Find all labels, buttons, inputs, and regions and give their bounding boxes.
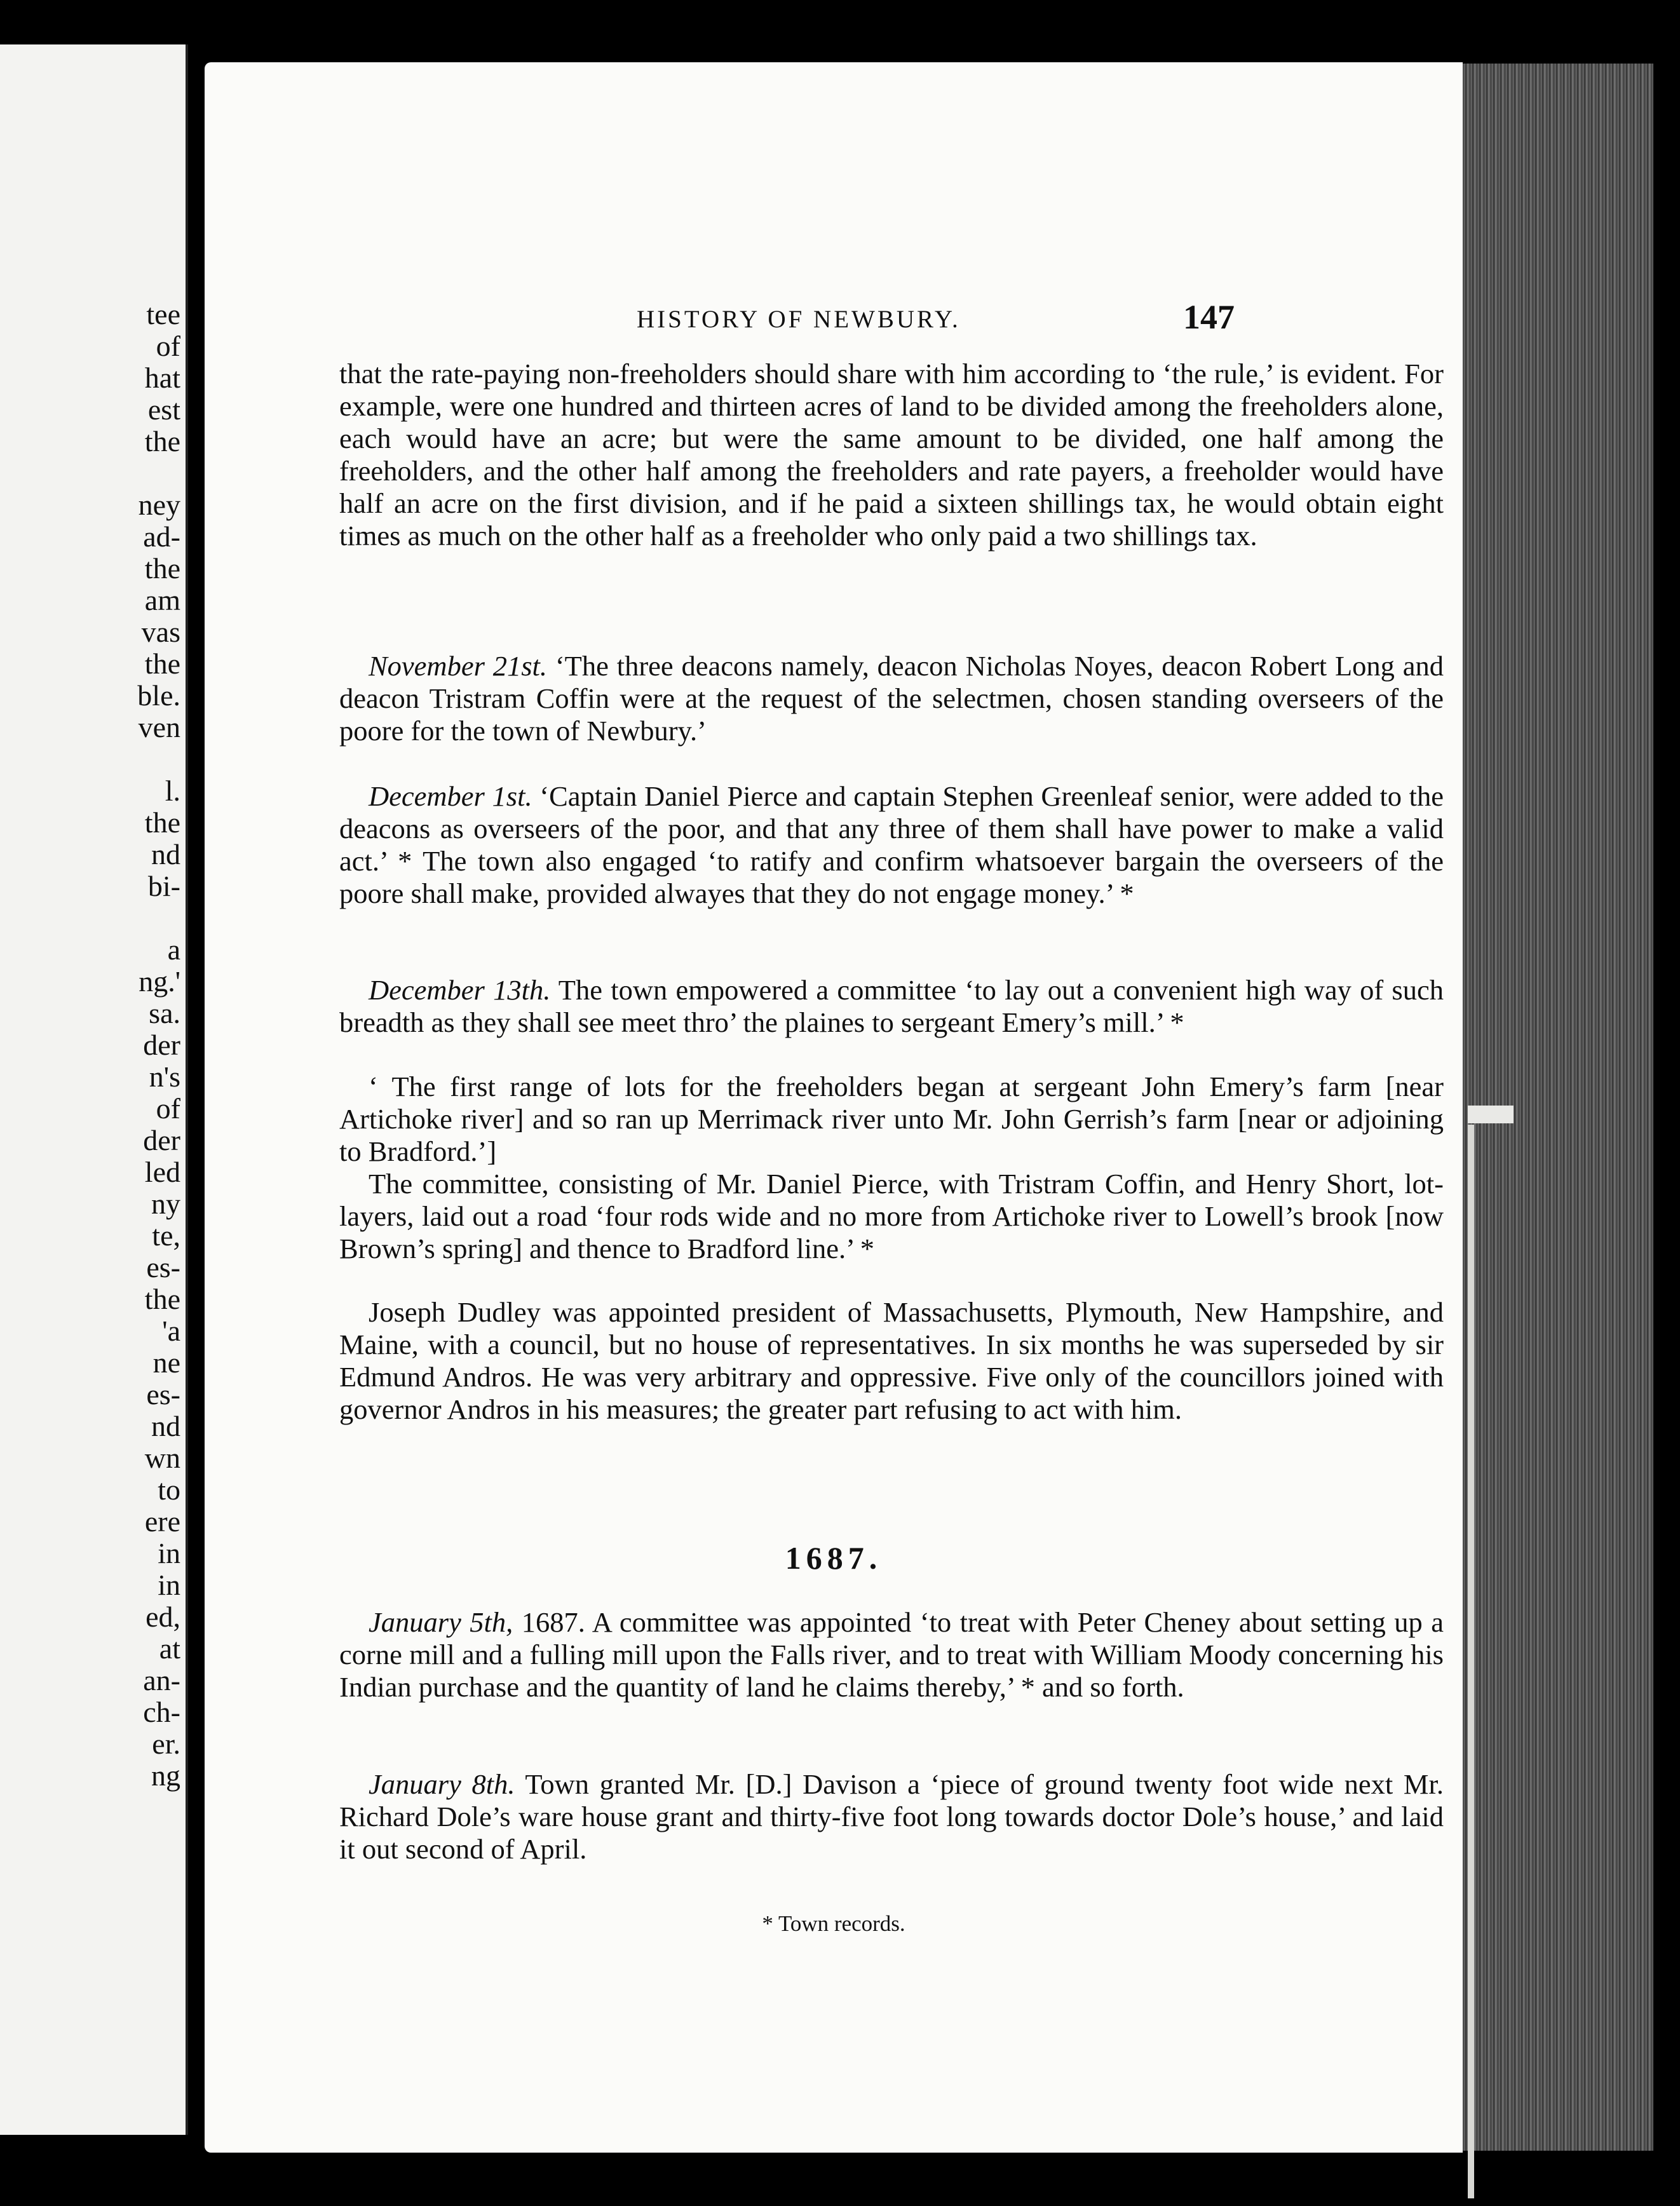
facing-page-line-end: an- — [143, 1664, 180, 1696]
paragraph-november-21 — [339, 650, 1444, 747]
facing-page-line-end: ere — [144, 1505, 180, 1538]
paragraph-text: The town empowered a committee ‘to lay out a convenient high way of such breadth as they shall see meet thro’ the plaines to sergeant Emery’s mill.’ * — [339, 974, 1444, 1038]
paragraph-committee-road — [339, 1168, 1444, 1265]
paragraph-joseph-dudley — [339, 1296, 1444, 1426]
facing-page-line-end: ne — [152, 1346, 180, 1379]
facing-page-line-end: tee — [146, 298, 180, 330]
paragraph-rate-payers — [339, 358, 1444, 552]
facing-page-line-end: the — [144, 647, 180, 680]
year-heading: 1687. — [785, 1540, 883, 1576]
facing-page-fragment — [0, 44, 188, 2135]
facing-page-line-end: the — [144, 425, 180, 457]
facing-page-line-end: ch- — [143, 1696, 180, 1728]
paragraph-text: ‘The three deacons namely, deacon Nicholas Noyes, deacon Robert Long and deacon Tristram Coffin were at the request of the selectmen, chosen standing overseers of the poore for the town of Newbury.’ — [339, 650, 1444, 747]
facing-page-line-end: a — [167, 933, 180, 966]
entry-date: December 13th. — [369, 974, 551, 1006]
paragraph-text: 1687. A committee was appointed ‘to treat with Peter Cheney about setting up a corne mill and a fulling mill upon the Falls river, and to treat with William Moody concerning his Indian purchase and the quantity of land he claims thereby,’ * and so forth. — [339, 1606, 1444, 1703]
facing-page-line-end: est — [147, 393, 180, 426]
facing-page-line-end: wn — [144, 1442, 180, 1474]
entry-date: January 8th. — [369, 1768, 515, 1800]
entry-date: December 1st. — [369, 780, 532, 812]
facing-page-line-end: te, — [152, 1219, 180, 1252]
facing-page-line-end: to — [158, 1473, 180, 1506]
facing-page-line-end: in — [158, 1537, 180, 1569]
facing-page-line-end: er. — [152, 1728, 180, 1760]
facing-page-line-end: the — [144, 552, 180, 585]
paragraph-text: Joseph Dudley was appointed president of Massachusetts, Plymouth, New Hampshire, and Maine, with a council, but no house of representatives. In six months he was superseded by sir Edmund Andros. He was very arbitrary and oppressive. Five only of the councillors joined with governor Andros in his measures; the greater part refusing to act with him. — [339, 1296, 1444, 1425]
facing-page-line-end: at — [159, 1632, 180, 1665]
facing-page-line-end: bi- — [147, 870, 180, 902]
facing-page-line-end: der — [143, 1029, 180, 1061]
facing-page-line-end: der — [143, 1124, 180, 1156]
facing-page-line-end: the — [144, 806, 180, 839]
facing-page-line-end: nd — [151, 1410, 180, 1442]
facing-page-line-end: ng.' — [139, 965, 180, 998]
page-number: 147 — [1183, 298, 1235, 336]
facing-page-line-end: ble. — [137, 679, 180, 712]
page-edge-strip — [1468, 1125, 1474, 2198]
facing-page-line-end: n's — [149, 1060, 180, 1093]
entry-date: November 21st. — [369, 650, 548, 682]
running-head — [205, 297, 1463, 342]
book-page — [205, 62, 1463, 2153]
facing-page-line-end: hat — [144, 362, 180, 394]
paragraph-december-13 — [339, 974, 1444, 1039]
footnote: * Town records. — [762, 1911, 905, 1936]
facing-page-line-end: of — [156, 330, 180, 362]
facing-page-line-end: led — [144, 1156, 180, 1188]
facing-page-line-end: in — [158, 1569, 180, 1601]
paragraph-text: ‘Captain Daniel Pierce and captain Stephen Greenleaf senior, were added to the deacons as overseers of the poor, and that any three of them shall have power to make a valid act.’ * The town also engaged ‘to ratify and confirm whatsoever bargain the overseers of the poore shall make, provided alwayes that they do not engage money.’ * — [339, 780, 1444, 909]
facing-page-line-end: vas — [141, 616, 180, 648]
running-head-title: HISTORY OF NEWBURY. — [637, 306, 961, 333]
paragraph-text: that the rate-paying non-freeholders should share with him according to ‘the rule,’ is evident. For example, were one hundred and thirteen acres of land to be divided among the freeholders alone, each would have an acre; but were the same amount to be divided, one half among the freeholders, and the other half among the freeholders and rate payers, a freeholder would have half an acre on the first division, and if he paid a sixteen shillings tax, he would obtain eight times as much on the other half as a freeholder who only paid a two shillings tax. — [339, 358, 1444, 552]
paragraph-text: ‘ The first range of lots for the freeholders began at sergeant John Emery’s farm [near Artichoke river] and so ran up Merrimack river unto Mr. John Gerrish’s farm [near or adjoining to Bradford.’] — [339, 1071, 1444, 1167]
page-edge-tab — [1468, 1106, 1514, 1123]
facing-page-line-end: of — [156, 1092, 180, 1125]
facing-page-line-end: ny — [151, 1188, 180, 1220]
paragraph-text: Town granted Mr. [D.] Davison a ‘piece of ground twenty foot wide next Mr. Richard Dole’s ware house grant and thirty-five foot long towards doctor Dole’s house,’ and laid it out second of April. — [339, 1768, 1444, 1865]
paragraph-january-8 — [339, 1768, 1444, 1865]
facing-page-line-end: ven — [138, 711, 180, 743]
entry-date: January 5th, — [369, 1606, 513, 1638]
facing-page-line-end: am — [144, 584, 180, 616]
paragraph-text: The committee, consisting of Mr. Daniel Pierce, with Tristram Coffin, and Henry Short, lot-layers, laid out a road ‘four rods wide and no more from Artichoke river to Lowell’s brook [now Brown’s spring] and thence to Bradford line.’ * — [339, 1168, 1444, 1264]
facing-page-line-end: ney — [138, 489, 180, 521]
paragraph-first-range — [339, 1071, 1444, 1168]
facing-page-line-end: ed, — [146, 1600, 180, 1633]
facing-page-line-end: the — [144, 1283, 180, 1315]
facing-page-line-end: 'a — [162, 1315, 180, 1347]
facing-page-line-end: ad- — [143, 520, 180, 553]
paragraph-january-5 — [339, 1606, 1444, 1703]
facing-page-line-end: nd — [151, 838, 180, 870]
facing-page-line-end: l. — [165, 775, 180, 807]
facing-page-line-end: sa. — [149, 997, 180, 1029]
paragraph-december-1 — [339, 780, 1444, 910]
page-edge-stack — [1463, 64, 1653, 2151]
facing-page-line-end: es- — [146, 1378, 180, 1411]
facing-page-line-end: ng — [151, 1759, 180, 1792]
facing-page-line-end: es- — [146, 1251, 180, 1283]
